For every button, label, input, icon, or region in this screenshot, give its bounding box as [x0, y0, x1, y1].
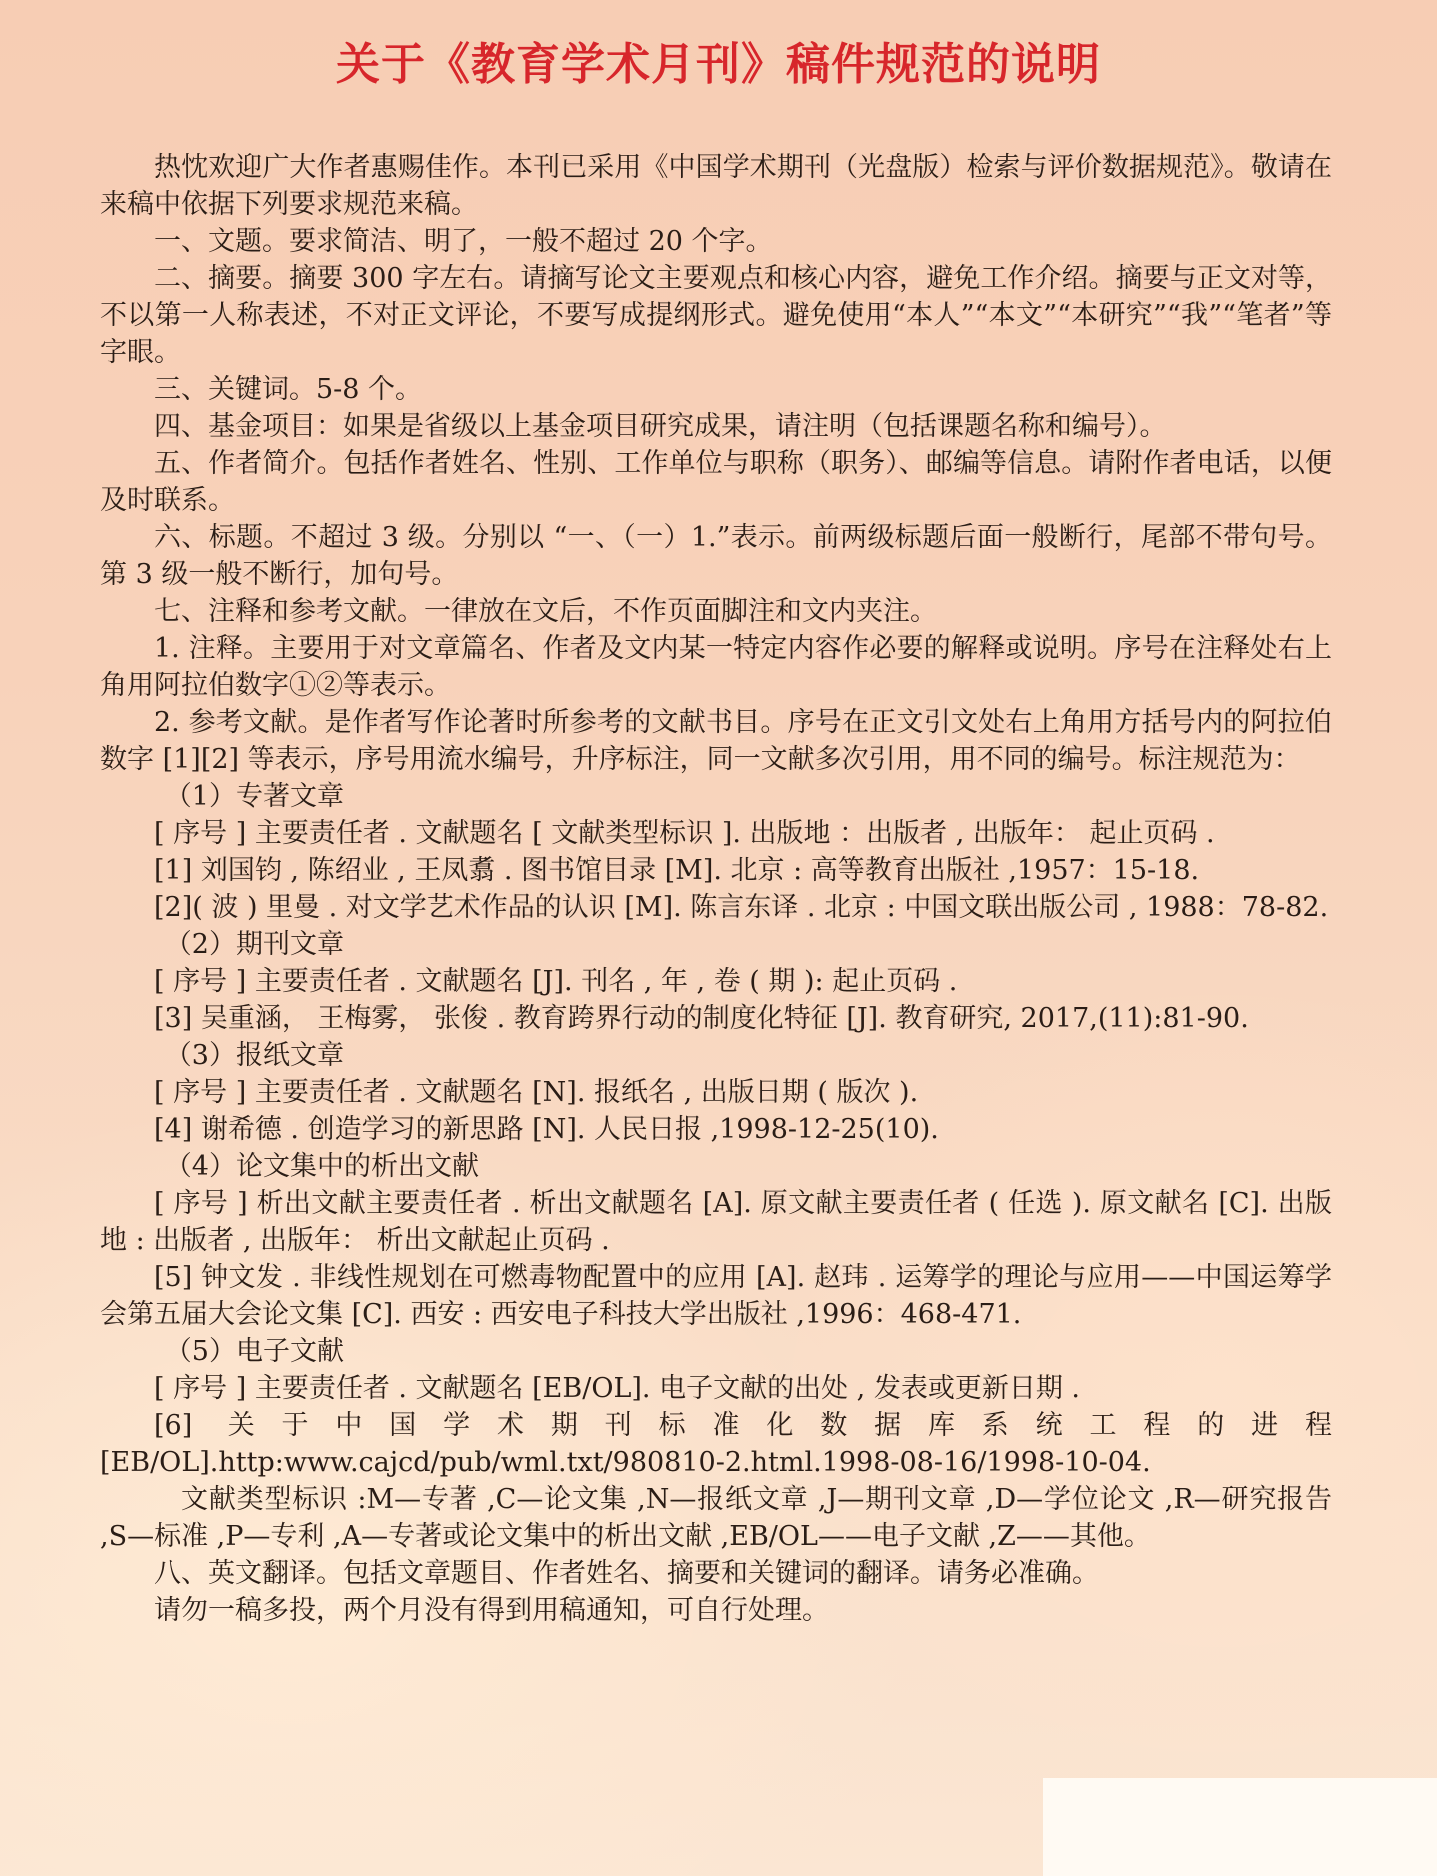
rule-keywords: 三、关键词。5-8 个。 [154, 374, 423, 405]
rule-title: 一、文题。要求简洁、明了，一般不超过 20 个字。 [154, 226, 773, 257]
rule-headings: 六、标题。不超过 3 级。分别以 “一、（一）1.”表示。前两级标题后面一般断行，尾部不带句号。第 3 级一般不断行，加句号。 [100, 522, 1332, 590]
ref-type-monograph: （1）专著文章 [164, 781, 344, 812]
rule-submission: 请勿一稿多投，两个月没有得到用稿通知，可自行处理。 [154, 1595, 829, 1626]
ref-example-2: [2]( 波 ) 里曼 . 对文学艺术作品的认识 [M]. 陈言东译 . 北京 : 中国文联出版公司 , 1988：78-82. [154, 892, 1329, 923]
intro-paragraph: 热忱欢迎广大作者惠赐佳作。本刊已采用《中国学术期刊（光盘版）检索与评价数据规范》。敬请在来稿中依据下列要求规范来稿。 [100, 152, 1332, 220]
page-title: 关于《教育学术月刊》稿件规范的说明 [336, 39, 1101, 90]
ref-type-newspaper: （3）报纸文章 [164, 1040, 344, 1071]
ref-example-4: [4] 谢希德 . 创造学习的新思路 [N]. 人民日报 ,1998-12-25(10). [154, 1114, 939, 1145]
rule-translation: 八、英文翻译。包括文章题目、作者姓名、摘要和关键词的翻译。请务必准确。 [154, 1558, 1099, 1589]
ref-type-proceedings: （4）论文集中的析出文献 [164, 1151, 479, 1182]
rule-references: 2. 参考文献。是作者写作论著时所参考的文献书目。序号在正文引文处右上角用方括号内的阿拉伯数字 [1][2] 等表示，序号用流水编号，升序标注，同一文献多次引用，用不同的编号。标注规范为： [100, 707, 1332, 775]
rule-author: 五、作者简介。包括作者姓名、性别、工作单位与职称（职务）、邮编等信息。请附作者电话，以便及时联系。 [100, 448, 1332, 516]
ref-example-6: [6] 关于中国学术期刊标准化数据库系统工程的进程 [EB/OL].http:www.cajcd/pub/wml.txt/980810-2.html.1998-08-16/1998-10-04. [100, 1410, 1332, 1478]
ref-type-electronic: （5）电子文献 [164, 1336, 344, 1367]
corner-patch [1043, 1778, 1437, 1876]
ref-example-5: [5] 钟文发 . 非线性规划在可燃毒物配置中的应用 [A]. 赵玮 . 运筹学的理论与应用——中国运筹学会第五届大会论文集 [C]. 西安 : 西安电子科技大学出版社 ,1996：468-471. [100, 1262, 1332, 1330]
ref-format-monograph: [ 序号 ] 主要责任者 . 文献题名 [ 文献类型标识 ]. 出版地 ：出版者 , 出版年： 起止页码 . [154, 818, 1215, 849]
ref-example-1: [1] 刘国钧 , 陈绍业 , 王凤翥 . 图书馆目录 [M]. 北京 : 高等教育出版社 ,1957：15-18. [154, 855, 1200, 886]
rule-abstract: 二、摘要。摘要 300 字左右。请摘写论文主要观点和核心内容，避免工作介绍。摘要与正文对等，不以第一人称表述，不对正文评论，不要写成提纲形式。避免使用“本人”“本文”“本研究”“我”“笔者”等字眼。 [100, 263, 1332, 368]
ref-example-3: [3] 吴重涵， 王梅雾， 张俊 . 教育跨界行动的制度化特征 [J]. 教育研究, 2017,(11):81-90. [154, 1003, 1249, 1034]
ref-format-newspaper: [ 序号 ] 主要责任者 . 文献题名 [N]. 报纸名 , 出版日期 ( 版次 ). [154, 1077, 919, 1108]
ref-type-journal: （2）期刊文章 [164, 929, 344, 960]
rule-fund: 四、基金项目：如果是省级以上基金项目研究成果，请注明（包括课题名称和编号）。 [154, 411, 1167, 442]
notice-body [100, 149, 1332, 1629]
ref-format-journal: [ 序号 ] 主要责任者 . 文献题名 [J]. 刊名 , 年 , 卷 ( 期 ): 起止页码 . [154, 966, 958, 997]
rule-notes: 1. 注释。主要用于对文章篇名、作者及文内某一特定内容作必要的解释或说明。序号在注释处右上角用阿拉伯数字①②等表示。 [100, 633, 1332, 701]
ref-format-electronic: [ 序号 ] 主要责任者 . 文献题名 [EB/OL]. 电子文献的出处 , 发表或更新日期 . [154, 1373, 1081, 1404]
rule-notes-refs: 七、注释和参考文献。一律放在文后，不作页面脚注和文内夹注。 [154, 596, 937, 627]
ref-type-codes: 文献类型标识 :M—专著 ,C—论文集 ,N—报纸文章 ,J—期刊文章 ,D—学位论文 ,R—研究报告 ,S—标准 ,P—专利 ,A—专著或论文集中的析出文献 ,EB/OL——电子文献 ,Z——其他。 [100, 1484, 1332, 1552]
ref-format-proceedings: [ 序号 ] 析出文献主要责任者 . 析出文献题名 [A]. 原文献主要责任者 ( 任选 ). 原文献名 [C]. 出版地 : 出版者 , 出版年： 析出文献起止页码 . [100, 1188, 1332, 1256]
